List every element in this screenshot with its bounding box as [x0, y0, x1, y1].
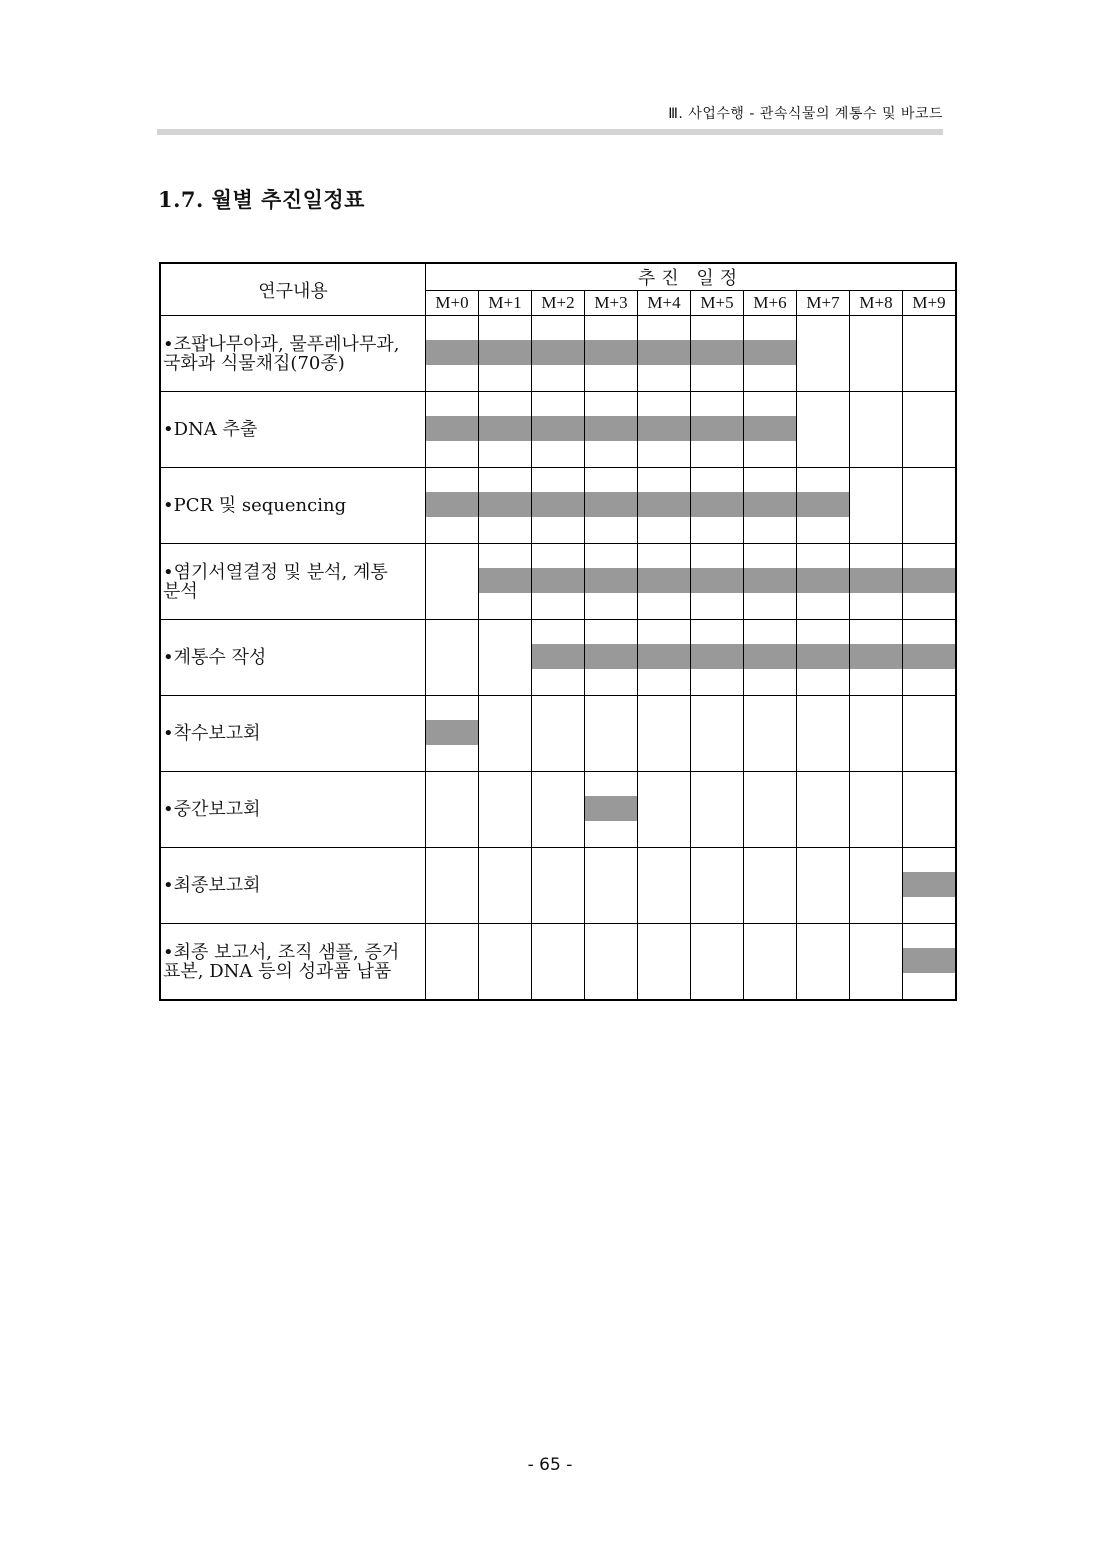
- month-cell: [532, 544, 585, 620]
- month-cell: [585, 620, 638, 696]
- month-cell: [850, 924, 903, 1001]
- month-cell: [426, 316, 479, 392]
- month-cell: [426, 468, 479, 544]
- task-name-cell: [160, 544, 426, 620]
- schedule-bar: [479, 568, 531, 593]
- month-cell: [797, 544, 850, 620]
- schedule-bar: [585, 796, 637, 821]
- schedule-bar: [532, 492, 584, 517]
- task-name-cell: [160, 848, 426, 924]
- month-cell: [903, 468, 957, 544]
- page-number: - 65 -: [527, 1455, 573, 1475]
- schedule-bar: [638, 340, 690, 365]
- month-cell: [532, 772, 585, 848]
- header-divider: [157, 129, 943, 135]
- month-cell: [797, 620, 850, 696]
- month-cell: [850, 848, 903, 924]
- month-cell: [426, 544, 479, 620]
- schedule-bar: [532, 416, 584, 441]
- schedule-bar: [585, 492, 637, 517]
- schedule-bar: [744, 416, 796, 441]
- task-name-cell: [160, 772, 426, 848]
- task-label-line: •중간보고회: [163, 799, 261, 820]
- schedule-bar: [532, 568, 584, 593]
- month-cell: [585, 772, 638, 848]
- schedule-bar: [903, 644, 955, 669]
- month-cell: [691, 772, 744, 848]
- month-cell: [638, 544, 691, 620]
- month-cell: [532, 696, 585, 772]
- task-label-line: •PCR 및 sequencing: [163, 495, 347, 516]
- month-cell: [479, 772, 532, 848]
- schedule-bar: [638, 568, 690, 593]
- month-cell: [638, 696, 691, 772]
- schedule-bar: [585, 644, 637, 669]
- month-cell: [744, 848, 797, 924]
- task-column-header: 연구내용: [160, 263, 426, 316]
- schedule-bar: [585, 568, 637, 593]
- month-header: M+2: [532, 291, 585, 316]
- task-row: [160, 772, 956, 848]
- month-cell: [585, 924, 638, 1001]
- task-label-line: 분석: [163, 580, 198, 602]
- month-cell: [532, 848, 585, 924]
- schedule-bar: [903, 872, 955, 897]
- task-row: [160, 468, 956, 544]
- month-cell: [691, 848, 744, 924]
- month-cell: [638, 848, 691, 924]
- task-name-cell: [160, 316, 426, 392]
- schedule-bar: [638, 644, 690, 669]
- schedule-bar: [744, 340, 796, 365]
- schedule-bar: [638, 416, 690, 441]
- month-cell: [532, 620, 585, 696]
- task-label-line: •최종보고회: [163, 875, 261, 896]
- month-cell: [691, 924, 744, 1001]
- month-cell: [903, 392, 957, 468]
- schedule-bar: [850, 644, 902, 669]
- schedule-bar: [691, 644, 743, 669]
- month-header: M+4: [638, 291, 691, 316]
- month-cell: [479, 316, 532, 392]
- table-header-row: [160, 263, 956, 291]
- month-cell: [479, 620, 532, 696]
- task-row: [160, 848, 956, 924]
- month-cell: [744, 468, 797, 544]
- schedule-bar: [850, 568, 902, 593]
- schedule-bar: [532, 340, 584, 365]
- month-cell: [479, 696, 532, 772]
- month-cell: [426, 772, 479, 848]
- month-cell: [479, 392, 532, 468]
- month-cell: [585, 696, 638, 772]
- month-cell: [797, 696, 850, 772]
- month-cell: [479, 468, 532, 544]
- month-cell: [744, 544, 797, 620]
- task-label-line: •조팝나무아과, 물푸레나무과,: [163, 333, 400, 355]
- month-cell: [532, 316, 585, 392]
- task-row: [160, 392, 956, 468]
- month-cell: [691, 468, 744, 544]
- month-cell: [850, 772, 903, 848]
- month-cell: [744, 316, 797, 392]
- month-cell: [426, 924, 479, 1001]
- schedule-bar: [691, 416, 743, 441]
- task-label-line: •DNA 추출: [163, 419, 258, 440]
- task-name-cell: [160, 468, 426, 544]
- month-cell: [903, 924, 957, 1001]
- task-name-cell: [160, 620, 426, 696]
- schedule-bar: [691, 492, 743, 517]
- task-label-line: •착수보고회: [163, 723, 261, 744]
- task-row: [160, 696, 956, 772]
- month-cell: [691, 620, 744, 696]
- schedule-bar: [797, 492, 849, 517]
- schedule-bar: [585, 340, 637, 365]
- month-header: M+7: [797, 291, 850, 316]
- task-row: [160, 620, 956, 696]
- schedule-bar: [797, 644, 849, 669]
- section-title: 1.7. 월별 추진일정표: [158, 187, 365, 212]
- month-cell: [479, 848, 532, 924]
- month-header: M+6: [744, 291, 797, 316]
- month-cell: [903, 848, 957, 924]
- month-header: M+8: [850, 291, 903, 316]
- month-header: M+5: [691, 291, 744, 316]
- schedule-bar: [638, 492, 690, 517]
- schedule-bar: [426, 340, 478, 365]
- task-name-cell: [160, 392, 426, 468]
- month-cell: [797, 316, 850, 392]
- schedule-bar: [903, 948, 955, 973]
- month-cell: [850, 544, 903, 620]
- schedule-bar: [426, 720, 478, 745]
- month-cell: [585, 468, 638, 544]
- month-cell: [903, 544, 957, 620]
- month-cell: [850, 468, 903, 544]
- month-cell: [691, 316, 744, 392]
- month-cell: [691, 696, 744, 772]
- task-row: [160, 924, 956, 1001]
- task-row: [160, 544, 956, 620]
- task-name-cell: [160, 696, 426, 772]
- schedule-bar: [691, 340, 743, 365]
- schedule-bar: [585, 416, 637, 441]
- task-label-line: 국화과 식물채집(70종): [163, 352, 345, 374]
- schedule-bar: [479, 492, 531, 517]
- running-header: Ⅲ. 사업수행 - 관속식물의 계통수 및 바코드: [668, 106, 943, 122]
- month-cell: [850, 620, 903, 696]
- month-cell: [585, 544, 638, 620]
- month-header: M+9: [903, 291, 957, 316]
- month-cell: [691, 544, 744, 620]
- month-cell: [903, 316, 957, 392]
- month-cell: [532, 392, 585, 468]
- month-cell: [797, 848, 850, 924]
- month-cell: [638, 924, 691, 1001]
- task-label-line: 표본, DNA 등의 성과품 납품: [163, 960, 392, 982]
- month-cell: [903, 620, 957, 696]
- month-cell: [744, 696, 797, 772]
- task-name-cell: [160, 924, 426, 1001]
- month-cell: [691, 392, 744, 468]
- month-cell: [638, 316, 691, 392]
- schedule-bar: [744, 568, 796, 593]
- month-cell: [797, 772, 850, 848]
- month-cell: [744, 772, 797, 848]
- month-cell: [479, 544, 532, 620]
- month-cell: [744, 392, 797, 468]
- month-cell: [638, 772, 691, 848]
- schedule-bar: [426, 492, 478, 517]
- month-cell: [797, 924, 850, 1001]
- schedule-bar: [744, 492, 796, 517]
- task-label-line: •최종 보고서, 조직 샘플, 증거: [163, 941, 400, 963]
- month-cell: [744, 924, 797, 1001]
- month-cell: [585, 392, 638, 468]
- month-cell: [903, 772, 957, 848]
- month-cell: [426, 848, 479, 924]
- month-cell: [638, 620, 691, 696]
- month-cell: [638, 468, 691, 544]
- month-cell: [426, 392, 479, 468]
- monthly-schedule-table: [159, 262, 957, 1001]
- month-cell: [638, 392, 691, 468]
- month-header: M+1: [479, 291, 532, 316]
- month-header: M+3: [585, 291, 638, 316]
- month-cell: [479, 924, 532, 1001]
- month-cell: [903, 696, 957, 772]
- month-cell: [744, 620, 797, 696]
- task-label-line: •계통수 작성: [163, 647, 267, 668]
- schedule-bar: [691, 568, 743, 593]
- task-row: [160, 316, 956, 392]
- month-cell: [850, 392, 903, 468]
- schedule-column-header: 추진 일정: [426, 263, 957, 291]
- schedule-bar: [744, 644, 796, 669]
- schedule-bar: [479, 340, 531, 365]
- month-cell: [797, 392, 850, 468]
- month-cell: [426, 620, 479, 696]
- month-cell: [585, 316, 638, 392]
- month-cell: [532, 924, 585, 1001]
- task-label-line: •염기서열결정 및 분석, 계통: [163, 561, 388, 583]
- month-cell: [585, 848, 638, 924]
- schedule-bar: [797, 568, 849, 593]
- schedule-bar: [426, 416, 478, 441]
- month-cell: [532, 468, 585, 544]
- month-cell: [850, 696, 903, 772]
- month-cell: [797, 468, 850, 544]
- month-header: M+0: [426, 291, 479, 316]
- month-cell: [850, 316, 903, 392]
- schedule-body: [160, 316, 956, 1001]
- schedule-bar: [532, 644, 584, 669]
- month-cell: [426, 696, 479, 772]
- schedule-bar: [903, 568, 955, 593]
- schedule-bar: [479, 416, 531, 441]
